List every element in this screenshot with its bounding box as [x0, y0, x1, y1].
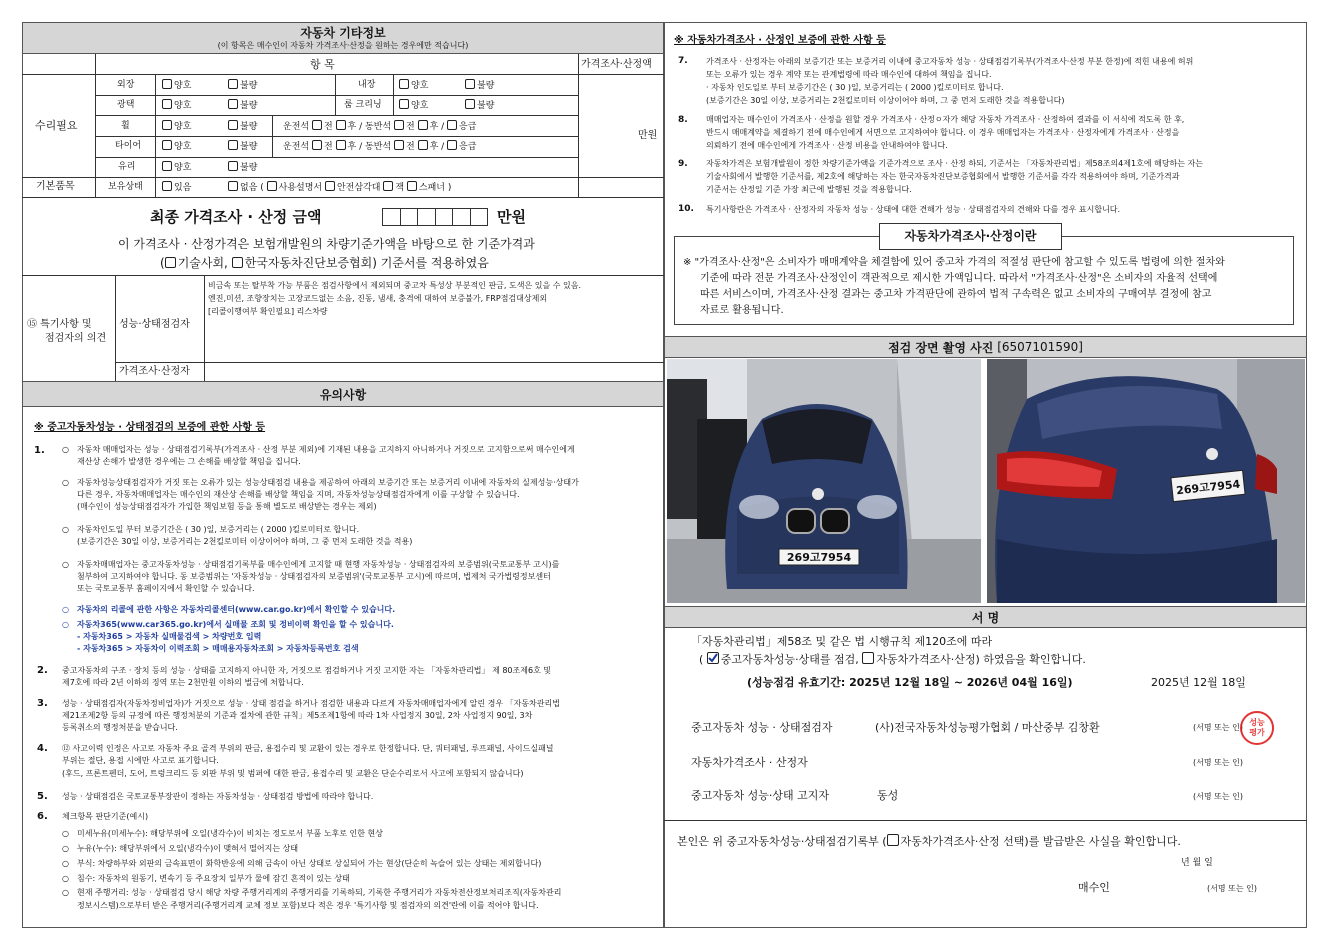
exterior-good-checkbox[interactable] [162, 79, 172, 89]
special-price-label: 가격조사·산정자 [119, 366, 190, 377]
price-inspector-sign-label: (서명 또는 인) [1193, 758, 1243, 767]
spanner-checkbox[interactable] [407, 181, 417, 191]
item1a-l2: 재산상 손해가 발생한 경우에는 그 손해를 배상할 책임을 집니다. [77, 457, 301, 466]
price-unit: 만원 [638, 130, 658, 141]
item3-l1: 성능 · 상태점검자(자동차정비업자)가 거짓으로 성능 · 상태 점검을 하거나 점검한 내용과 다르게 자동차매매업자에게 알린 경우 「자동차관리법 [62, 699, 560, 708]
tire-driver-front-checkbox[interactable] [312, 140, 322, 150]
what-is-l3: 따른 서비스이며, 가격조사·산정 결과는 중고차 가격판단에 관하여 법적 구속력은 없고 소비자의 구매여부 결정에 참고 [700, 289, 1212, 300]
item9-l3: 기준서는 산정일 기준 가장 최근에 발행된 것을 적용합니다. [706, 185, 912, 194]
row-tire: 타이어 [115, 141, 142, 151]
photo-header: 점검 장면 촬영 사진 [6507101590] [664, 336, 1307, 358]
tire-emergency-checkbox[interactable] [447, 140, 457, 150]
standard-line1: 이 가격조사 · 산정가격은 보험개발원의 차량기준가액을 바탕으로 한 기준가격과 [118, 237, 535, 251]
item4-l2: 부위는 절단, 용접 시에만 사고로 표기합니다. [62, 756, 219, 765]
item2-l2: 제7호에 따라 2년 이하의 징역 또는 2천만원 이하의 벌금에 처합니다. [62, 678, 304, 687]
price-check-checkbox[interactable] [862, 652, 874, 664]
price-warranty-title: ※ 자동차가격조사 · 산정인 보증에 관한 사항 등 [674, 35, 886, 46]
info-title: 자동차 기타정보 [300, 25, 386, 40]
receipt-price-checkbox[interactable] [887, 834, 899, 846]
buyer-label: 매수인 [1078, 881, 1110, 894]
special-inspector-label: 성능·상태점검자 [119, 319, 190, 330]
sign-law: 「자동차관리법」제58조 및 같은 법 시행규칙 제120조에 따라 [691, 635, 993, 648]
gloss-bad-checkbox[interactable] [228, 99, 238, 109]
item8-l1: 매매업자는 매수인이 가격조사 · 산정을 원할 경우 가격조사 · 산정ㅇ자가 해당 자동차 가격조사 · 산정하여 결과를 이 서식에 적도록 한 후, [706, 115, 1185, 124]
inspector-label: 중고자동차 성능 · 상태점검자 [691, 721, 833, 734]
item10-l1: 특기사항란은 가격조사 · 산정자의 자동차 성능 · 상태에 대한 견해가 성능 · 상태점검자의 견해와 다를 경우 표시합니다. [706, 205, 1121, 214]
item1b-l2: 다른 경우, 자동차매매업자는 매수인의 재산상 손해를 배상할 책임을 지며, 자동차성능상태점검자에게 이를 구상할 수 있습니다. [77, 490, 520, 499]
final-price-label: 최종 가격조사 · 산정 금액 [150, 208, 322, 226]
item1a-l1: 자동차 매매업자는 성능 · 상태점검기록부(가격조사 · 산정 부분 제외)에 기재된 내용을 고지하지 아니하거나 거짓으로 고지함으로써 매수인에게 [77, 445, 575, 454]
triangle-checkbox[interactable] [325, 181, 335, 191]
notifier-label: 중고자동차 성능·상태 고지자 [691, 789, 830, 802]
cleaning-good-checkbox[interactable] [399, 99, 409, 109]
col-price-header: 가격조사·산정액 [581, 59, 652, 70]
car365-path-1: - 자동차365 > 자동차 실매물검색 > 차량번호 입력 [77, 632, 262, 641]
special-label-2: 점검자의 의견 [45, 333, 107, 344]
what-is-title: 자동차가격조사·산정이란 [879, 223, 1062, 250]
final-price-boxes[interactable] [382, 208, 488, 226]
item1d-l3: 또는 국토교통부 홈페이지에서 확인할 수 있습니다. [77, 584, 255, 593]
inspector-sign-label: (서명 또는 인) [1193, 723, 1243, 732]
row-gloss: 광택 [117, 100, 135, 110]
col-item-header: 항 목 [310, 58, 335, 71]
item4-l3: (후드, 프론트펜더, 도어, 트렁크리드 등 외판 부위 및 범퍼에 대한 판금, 용접수리 및 교환은 단순수리로서 사고에 포함되지 않습니다) [62, 769, 524, 778]
final-price-unit: 만원 [497, 208, 526, 226]
what-is-l2: 기준에 따라 전문 가격조사·산정인이 객관적으로 제시한 가액입니다. 따라서 "가격조사·산정"은 소비자의 자율적 선택에 [700, 273, 1218, 284]
sign-header: 서 명 [664, 606, 1307, 628]
owned-no-checkbox[interactable] [228, 181, 238, 191]
tech-society-checkbox[interactable] [165, 257, 176, 268]
item9-l2: 기술사회에서 발행한 기준서를, 제2호에 해당하는 자는 한국자동차진단보증협회에서 발행한 기준서를 각각 적용하여야 하며, 기준가격과 [706, 172, 1180, 181]
sign-check-line: ( 중고자동차성능·상태를 점검, 자동차가격조사·산정) 하였음을 확인합니다. [699, 653, 1086, 666]
item8-l3: 의뢰하기 전에 매수인에게 가격조사 · 산정 비용을 안내하여야 합니다. [706, 141, 948, 150]
notifier-sign-label: (서명 또는 인) [1193, 792, 1243, 801]
item4-l1: ⑫ 사고이력 인정은 사고로 자동차 주요 골격 부위의 판금, 용접수리 및 교환이 있는 경우로 한정합니다. 단, 쿼터패널, 루프패널, 사이드실패널 [62, 744, 554, 753]
inspector-name: (사)전국자동차성능평가협회 / 마산중부 김창환 [875, 721, 1100, 734]
interior-good-checkbox[interactable] [399, 79, 409, 89]
exterior-bad-checkbox[interactable] [228, 79, 238, 89]
front-plate-text: 269고7954 [786, 551, 852, 564]
wheel-passenger-rear-checkbox[interactable] [418, 120, 428, 130]
wheel-bad-checkbox[interactable] [228, 120, 238, 130]
tire-bad-checkbox[interactable] [228, 140, 238, 150]
owned-yes-checkbox[interactable] [162, 181, 172, 191]
item6-sub5-l1: 현재 주행거리: 성능 · 상태점검 당시 해당 차량 주행거리계의 주행거리를 기록하되, 기록한 주행거리가 자동차전산정보처리조직(자동차관리 [77, 888, 562, 897]
wheel-passenger-front-checkbox[interactable] [394, 120, 404, 130]
validity-text: (성능점검 유효기간: 2025년 12월 18일 ~ 2026년 04월 16일) [747, 676, 1073, 689]
what-is-l1: ※ "가격조사·산정"은 소비자가 매매계약을 체결함에 있어 중고차 가격의 적절성 판단에 참고할 수 있도록 법령에 의한 절차와 [683, 257, 1225, 268]
wheel-driver-front-checkbox[interactable] [312, 120, 322, 130]
row-owned: 보유상태 [108, 182, 143, 192]
special-text-2: 엔진,미션, 조향장치는 고장코드없는 소음, 진동, 냄새, 충격에 대하여 보증불가, FRP점검대상제외 [208, 294, 548, 303]
photo-id: [6507101590] [997, 340, 1083, 354]
warranty-title: ※ 중고자동차성능 · 상태점검의 보증에 관한 사항 등 [34, 422, 266, 433]
repair-label: 수리필요 [35, 119, 78, 132]
item2-l1: 중고자동차의 구조 · 장치 등의 성능 · 상태를 고지하지 아니한 자, 거짓으로 점검하거나 거짓 고지한 자는 「자동차관리법」 제 80조제6호 및 [62, 666, 552, 675]
receipt-line: 본인은 위 중고자동차성능·상태점검기록부 ( 자동차가격조사·산정 선택)를 발급받은 사실을 확인합니다. [677, 835, 1181, 848]
item1-num: 1. [34, 445, 45, 456]
wheel-emergency-checkbox[interactable] [447, 120, 457, 130]
rear-plate-text: 269고7954 [1175, 477, 1241, 498]
glass-bad-checkbox[interactable] [228, 161, 238, 171]
row-exterior: 외장 [117, 80, 135, 90]
performance-check-checkbox[interactable] [707, 652, 719, 664]
recall-note: 자동차의 리콜에 관한 사항은 자동차리콜센터(www.car.go.kr)에서 확인할 수 있습니다. [77, 605, 396, 614]
receipt-date: 년 월 일 [1181, 858, 1213, 868]
item8-l2: 반드시 매매계약을 체결하기 전에 매수인에게 서면으로 고지하여야 합니다. 이 경우 매매업자는 가격조사 · 산정자에게 가격조사 · 산정을 [706, 128, 1180, 137]
basic-items-label: 기본품목 [36, 181, 75, 192]
info-header [22, 22, 664, 54]
row-room-cleaning: 룸 크리닝 [344, 100, 382, 110]
wheel-driver-rear-checkbox[interactable] [336, 120, 346, 130]
tire-passenger-front-checkbox[interactable] [394, 140, 404, 150]
row-wheel: 휠 [121, 121, 130, 131]
item7-l1: 가격조사 · 산정자는 아래의 보증기간 또는 보증거리 이내에 중고자동차 성능 · 상태점검기록부(가격조사·산정 부분 한정)에 적힌 내용에 허위 [706, 57, 1194, 66]
special-label-1: ⑮ 특기사항 및 [27, 319, 92, 330]
tire-passenger-rear-checkbox[interactable] [418, 140, 428, 150]
interior-bad-checkbox[interactable] [465, 79, 475, 89]
what-is-l4: 자료로 활용됩니다. [700, 305, 784, 316]
item3-l2: 제21조제2항 등의 규정에 따른 행정처분의 기준과 절차에 관한 규칙」제5조제1항에 따라 1차 사업정지 30일, 2차 사업정지 90일, 3차 [62, 711, 533, 720]
manual-checkbox[interactable] [267, 181, 277, 191]
wheel-good-checkbox[interactable] [162, 120, 172, 130]
car365-path-2: - 자동차365 > 자동차이 이력조회 > 매매용자동차조회 > 자동차등록번호 검색 [77, 644, 359, 653]
item6-sub5-l2: 정보시스템)으로부터 받은 주행거리(주행거리계 교체 정보 포함)보다 적은 경우 '특기사항 및 점검자의 의견'란에 이를 적어야 합니다. [77, 901, 539, 910]
item3-l3: 등록취소의 행정처분을 받습니다. [62, 723, 178, 732]
item6-sub3: 부식: 차량하부와 외판의 금속표면이 화학반응에 의해 금속이 아닌 상태로 상실되어 가는 현상(단순히 녹슬어 있는 상태는 제외합니다) [77, 859, 542, 868]
row-glass: 유리 [118, 162, 136, 172]
item1c-l1: 자동차인도일 부터 보증기간은 ( 30 )일, 보증거리는 ( 2000 )킬로미터로 합니다. [77, 525, 360, 534]
info-subtitle: (이 항목은 매수인이 자동차 가격조사·산정을 원하는 경우에만 적습니다) [217, 40, 469, 50]
photo-front-car [667, 359, 981, 603]
item7-l3: · 자동차 인도일로 부터 보증기간은 ( 30 )일, 보증거리는 ( 2000 )킬로미터로 합니다. [706, 83, 1004, 92]
kada-checkbox[interactable] [232, 257, 243, 268]
inspector-seal: 성능평가 [1240, 711, 1274, 745]
tire-good-checkbox[interactable] [162, 140, 172, 150]
item5-l1: 성능 · 상태점검은 국토교통부장관이 정하는 자동차성능 · 상태점검 방법에 따라야 합니다. [62, 792, 374, 801]
item6-l1: 체크항목 판단기준(예시) [62, 812, 149, 821]
item7-l4: (보증기간은 30일 이상, 보증거리는 2천킬로미터 이상이어야 하며, 그 중 먼저 도래한 것을 적용합니다) [706, 96, 1065, 105]
cleaning-bad-checkbox[interactable] [465, 99, 475, 109]
car365-note: 자동차365(www.car365.go.kr)에서 실매물 조회 및 정비이력 확인을 할 수 있습니다. [77, 620, 394, 629]
sign-date: 2025년 12월 18일 [1151, 676, 1246, 689]
price-inspector-label: 자동차가격조사 · 산정자 [691, 756, 808, 769]
jack-checkbox[interactable] [383, 181, 393, 191]
item6-sub2: 누유(누수): 해당부위에서 오일(냉각수)이 맺혀서 떨어지는 상태 [77, 844, 299, 853]
item1c-l2: (보증기간은 30일 이상, 보증거리는 2천킬로미터 이상이어야 하며, 그 중 먼저 도래한 것을 적용) [77, 537, 413, 546]
item6-sub1: 미세누유(미세누수): 해당부위에 오일(냉각수)이 비치는 정도로서 부품 노후로 인한 현상 [77, 829, 384, 838]
notice-header: 유의사항 [22, 381, 664, 407]
special-text-1: 비금속 또는 탈부착 가능 부품은 점검사항에서 제외되며 중고차 특성상 부분적인 판금, 도색은 있을 수 있음. [208, 281, 581, 290]
item1b-l3: (매수인이 성능상태점검자가 가입한 책임보험 등을 통해 별도로 배상받는 경우는 제외) [77, 502, 377, 511]
notifier-name: 동성 [877, 789, 899, 802]
item1b-l1: 자동차성능상태점검자가 거짓 또는 오류가 있는 성능상태점검 내용을 제공하여 아래의 보증기간 또는 보증거리 이내에 자동차의 실제성능·상태가 [77, 478, 579, 487]
buyer-sign-label: (서명 또는 인) [1207, 884, 1257, 893]
item1d-l2: 첨부하여 고지하여야 합니다. 동 보증범위는 '자동차성능 · 상태점검자의 보증범위'(국토교통부 고시)에 따르며, 법제처 국가법령정보센터 [77, 572, 551, 581]
item9-l1: 자동차가격은 보험개발원이 정한 차량기준가액을 기준가격으로 조사 · 산정 하되, 기준서는 「자동차관리법」제58조의4제1호에 해당하는 자는 [706, 159, 1203, 168]
row-interior: 내장 [358, 80, 376, 90]
item6-sub4: 침수: 자동차의 원동기, 변속기 등 주요장치 일부가 물에 잠긴 흔적이 있는 상태 [77, 874, 350, 883]
gloss-good-checkbox[interactable] [162, 99, 172, 109]
item1d-l1: 자동차매매업자는 중고자동차성능 · 상태점검기록부를 매수인에게 고지할 때 현행 자동차성능 · 상태점검자의 보증범위(국토교통부 고시)를 [77, 560, 560, 569]
standard-line2: ( 기술사회, 한국자동차진단보증협회) 기준서를 적용하였음 [160, 256, 489, 270]
tire-driver-rear-checkbox[interactable] [336, 140, 346, 150]
glass-good-checkbox[interactable] [162, 161, 172, 171]
special-text-3: [리콜이행여부 확인필요] 리스차량 [208, 307, 328, 316]
item7-l2: 또는 오류가 있는 경우 계약 또는 관계법령에 따라 매수인에 대하여 책임을 집니다. [706, 70, 992, 79]
photo-rear-car [987, 359, 1305, 603]
